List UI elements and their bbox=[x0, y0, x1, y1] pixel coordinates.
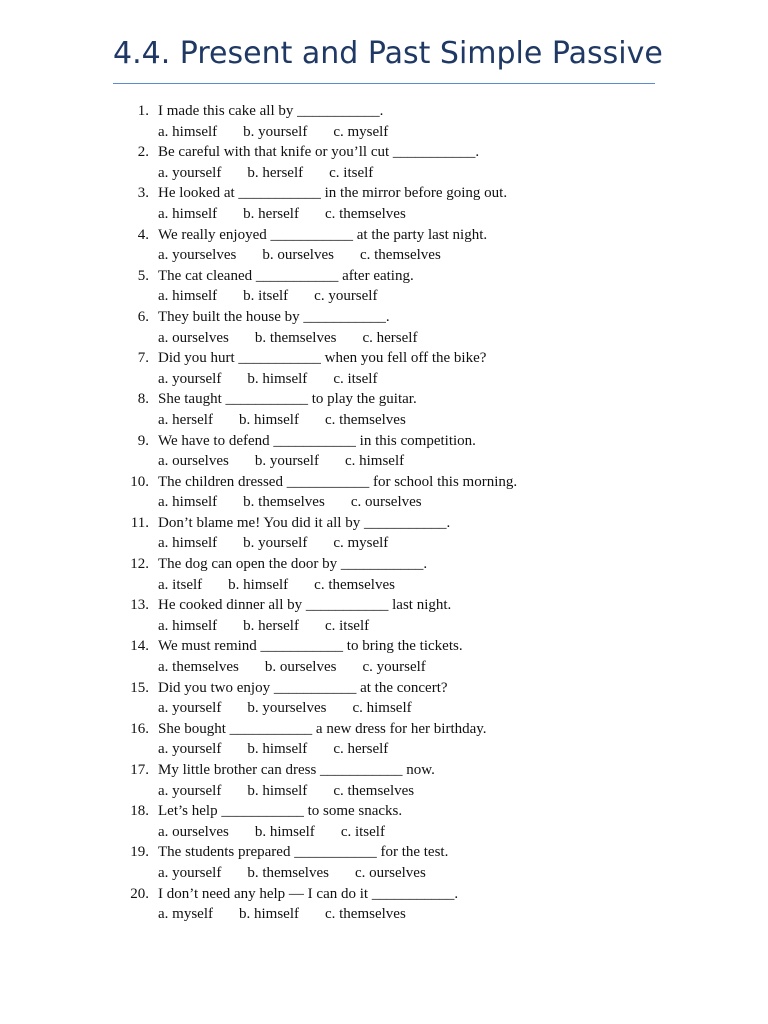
question-number: 2. bbox=[137, 144, 149, 161]
question-text: The children dressed ___________ for school this morning. bbox=[158, 473, 518, 490]
question-number: 13. bbox=[130, 597, 149, 614]
answer-option: c. themselves bbox=[359, 247, 441, 264]
question-item bbox=[113, 513, 517, 554]
question-text: We must remind ___________ to bring the tickets. bbox=[158, 638, 463, 655]
answer-option: c. itself bbox=[333, 370, 378, 387]
answer-option: a. himself bbox=[158, 288, 218, 305]
answer-option: c. themselves bbox=[333, 782, 415, 799]
question-item bbox=[113, 142, 517, 183]
question-item bbox=[113, 266, 517, 307]
question-text: Be careful with that knife or you’ll cut ___________. bbox=[158, 144, 480, 161]
question-line bbox=[113, 348, 517, 369]
answer-option: a. himself bbox=[158, 123, 218, 140]
question-number: 8. bbox=[137, 391, 149, 408]
options-line bbox=[113, 451, 517, 472]
question-line bbox=[113, 142, 517, 163]
question-item bbox=[113, 225, 517, 266]
question-number: 10. bbox=[130, 473, 149, 490]
question-list bbox=[113, 101, 517, 925]
answer-option: a. yourself bbox=[158, 700, 222, 717]
question-line bbox=[113, 307, 517, 328]
answer-option: a. yourself bbox=[158, 370, 222, 387]
answer-option: a. yourself bbox=[158, 164, 222, 181]
options-line bbox=[113, 204, 517, 225]
answer-option: a. yourselves bbox=[158, 247, 237, 264]
question-text: My little brother can dress ___________ now. bbox=[158, 762, 435, 778]
question-number: 11. bbox=[130, 514, 149, 531]
question-text: The students prepared ___________ for the test. bbox=[158, 844, 449, 861]
question-line bbox=[113, 884, 517, 905]
question-number: 12. bbox=[130, 556, 149, 573]
question-text: He looked at ___________ in the mirror before going out. bbox=[158, 185, 508, 202]
question-number: 16. bbox=[130, 720, 149, 737]
answer-option: c. herself bbox=[333, 741, 389, 758]
answer-option: a. yourself bbox=[158, 741, 222, 758]
question-number: 15. bbox=[130, 679, 149, 696]
answer-option: a. himself bbox=[158, 205, 218, 222]
answer-option: a. himself bbox=[158, 494, 218, 511]
options-line bbox=[113, 616, 517, 637]
answer-option: c. ourselves bbox=[354, 864, 426, 881]
answer-option: a. itself bbox=[158, 576, 203, 593]
answer-option: b. himself bbox=[247, 741, 308, 758]
question-text: We have to defend ___________ in this competition. bbox=[158, 432, 476, 449]
question-item bbox=[113, 801, 517, 842]
options-line bbox=[113, 410, 517, 431]
question-number: 17. bbox=[130, 762, 149, 778]
question-number: 19. bbox=[130, 844, 149, 861]
question-line bbox=[113, 513, 517, 534]
answer-option: b. himself bbox=[238, 411, 299, 428]
answer-option: a. ourselves bbox=[158, 329, 229, 346]
question-text: We really enjoyed ___________ at the party last night. bbox=[158, 226, 488, 243]
answer-option: b. themselves bbox=[243, 494, 325, 511]
question-item bbox=[113, 554, 517, 595]
answer-option: b. yourself bbox=[254, 453, 319, 470]
answer-option: b. herself bbox=[243, 205, 299, 222]
question-item bbox=[113, 842, 517, 883]
answer-option: a. herself bbox=[158, 411, 213, 428]
options-line bbox=[113, 575, 517, 596]
question-item bbox=[113, 472, 517, 513]
question-number: 9. bbox=[137, 432, 149, 449]
question-line bbox=[113, 266, 517, 287]
question-text: The dog can open the door by ___________. bbox=[158, 556, 428, 573]
answer-option: c. yourself bbox=[362, 659, 426, 676]
answer-option: a. yourself bbox=[158, 782, 222, 799]
options-line bbox=[113, 822, 517, 843]
answer-option: b. itself bbox=[243, 288, 289, 305]
question-text: She bought ___________ a new dress for her birthday. bbox=[158, 720, 487, 737]
answer-option: c. itself bbox=[329, 164, 374, 181]
answer-option: c. himself bbox=[352, 700, 412, 717]
question-item bbox=[113, 719, 517, 760]
question-text: She taught ___________ to play the guitar. bbox=[158, 391, 417, 408]
answer-option: b. himself bbox=[254, 823, 315, 840]
answer-option: c. itself bbox=[340, 823, 385, 840]
question-number: 1. bbox=[137, 103, 149, 119]
answer-option: a. ourselves bbox=[158, 453, 229, 470]
options-line bbox=[113, 904, 517, 925]
answer-option: b. themselves bbox=[254, 329, 337, 346]
question-number: 14. bbox=[130, 638, 149, 655]
question-line bbox=[113, 101, 517, 122]
answer-option: b. herself bbox=[243, 617, 299, 634]
answer-option: b. himself bbox=[247, 370, 308, 387]
answer-option: c. myself bbox=[333, 123, 389, 140]
question-text: Let’s help ___________ to some snacks. bbox=[158, 803, 403, 820]
question-number: 4. bbox=[137, 226, 149, 243]
options-line bbox=[113, 492, 517, 513]
question-text: I made this cake all by ___________. bbox=[158, 103, 384, 119]
question-number: 7. bbox=[137, 350, 149, 367]
answer-option: c. themselves bbox=[324, 906, 406, 923]
question-text: Did you two enjoy ___________ at the concert? bbox=[158, 679, 448, 696]
question-line bbox=[113, 554, 517, 575]
question-number: 20. bbox=[130, 885, 149, 902]
options-line bbox=[113, 781, 517, 802]
question-item bbox=[113, 678, 517, 719]
question-item bbox=[113, 307, 517, 348]
question-text: They built the house by ___________. bbox=[158, 308, 390, 325]
answer-option: b. yourself bbox=[243, 535, 308, 552]
answer-option: c. yourself bbox=[314, 288, 378, 305]
answer-option: b. herself bbox=[247, 164, 304, 181]
answer-option: a. himself bbox=[158, 617, 218, 634]
question-text: Did you hurt ___________ when you fell off the bike? bbox=[158, 350, 487, 367]
answer-option: a. ourselves bbox=[158, 823, 229, 840]
question-number: 6. bbox=[137, 308, 149, 325]
options-line bbox=[113, 328, 517, 349]
answer-option: a. himself bbox=[158, 535, 218, 552]
answer-option: a. themselves bbox=[158, 659, 239, 676]
answer-option: c. itself bbox=[324, 617, 370, 634]
options-line bbox=[113, 369, 517, 390]
answer-option: a. myself bbox=[158, 906, 213, 923]
answer-option: a. yourself bbox=[158, 864, 222, 881]
options-line bbox=[113, 286, 517, 307]
answer-option: b. ourselves bbox=[262, 247, 334, 264]
question-item bbox=[113, 636, 517, 677]
question-item bbox=[113, 595, 517, 636]
answer-option: b. ourselves bbox=[264, 659, 337, 676]
question-text: He cooked dinner all by ___________ last night. bbox=[158, 597, 452, 614]
options-line bbox=[113, 163, 517, 184]
question-item bbox=[113, 348, 517, 389]
question-number: 18. bbox=[130, 803, 149, 820]
question-line bbox=[113, 389, 517, 410]
question-number: 5. bbox=[137, 267, 149, 284]
question-line bbox=[113, 801, 517, 822]
answer-option: b. yourself bbox=[243, 123, 308, 140]
options-line bbox=[113, 122, 517, 143]
answer-option: c. ourselves bbox=[350, 494, 422, 511]
options-line bbox=[113, 698, 517, 719]
title-underline bbox=[113, 83, 655, 84]
question-line bbox=[113, 431, 517, 452]
options-line bbox=[113, 657, 517, 678]
question-item bbox=[113, 389, 517, 430]
question-line bbox=[113, 719, 517, 740]
answer-option: b. himself bbox=[238, 906, 299, 923]
question-text: The cat cleaned ___________ after eating. bbox=[158, 267, 414, 284]
options-line bbox=[113, 739, 517, 760]
question-text: Don’t blame me! You did it all by ___________. bbox=[158, 514, 451, 531]
answer-option: b. themselves bbox=[247, 864, 329, 881]
question-item bbox=[113, 760, 517, 801]
options-line bbox=[113, 533, 517, 554]
answer-option: c. herself bbox=[362, 329, 418, 346]
question-item bbox=[113, 183, 517, 224]
question-item bbox=[113, 431, 517, 472]
question-number: 3. bbox=[137, 185, 149, 202]
answer-option: c. themselves bbox=[314, 576, 395, 593]
question-line bbox=[113, 183, 517, 204]
answer-option: c. themselves bbox=[324, 411, 406, 428]
answer-option: c. himself bbox=[344, 453, 405, 470]
answer-option: b. himself bbox=[228, 576, 289, 593]
answer-option: b. yourselves bbox=[247, 700, 327, 717]
options-line bbox=[113, 863, 517, 884]
question-line bbox=[113, 595, 517, 616]
question-line bbox=[113, 760, 517, 781]
question-line bbox=[113, 842, 517, 863]
question-item bbox=[113, 101, 517, 142]
question-item bbox=[113, 884, 517, 925]
question-text: I don’t need any help — I can do it ___________. bbox=[158, 885, 459, 902]
question-line bbox=[113, 225, 517, 246]
answer-option: c. myself bbox=[333, 535, 389, 552]
question-line bbox=[113, 636, 517, 657]
options-line bbox=[113, 245, 517, 266]
answer-option: b. himself bbox=[247, 782, 308, 799]
page-title: 4.4. Present and Past Simple Passive bbox=[113, 36, 663, 71]
question-line bbox=[113, 472, 517, 493]
question-line bbox=[113, 678, 517, 699]
answer-option: c. themselves bbox=[324, 205, 406, 222]
